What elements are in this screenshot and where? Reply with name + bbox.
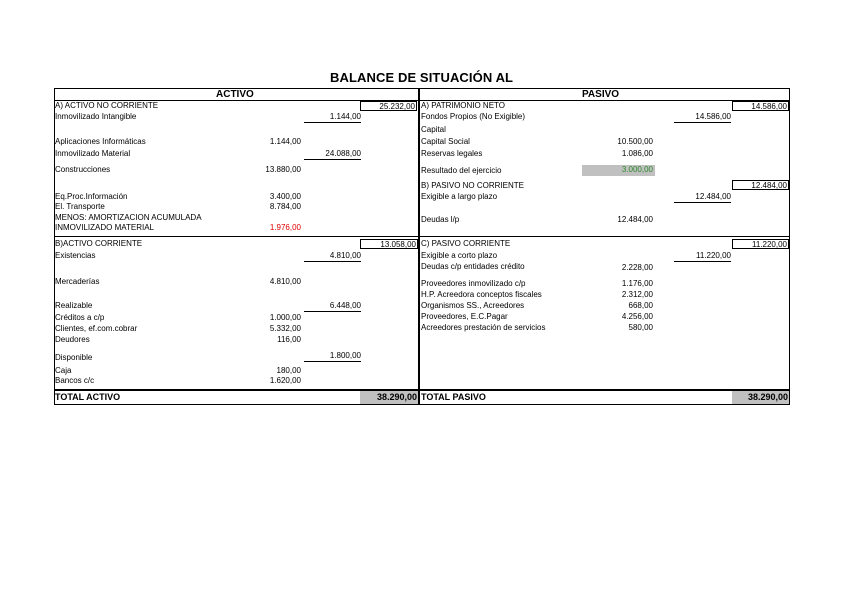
proveedores-inmov-value: 1.176,00 — [621, 279, 653, 288]
capital-label: Capital — [421, 125, 446, 134]
pasivo-corriente-label: C) PASIVO CORRIENTE — [421, 239, 511, 248]
eq-proc-value: 3.400,00 — [269, 192, 301, 201]
caja-label: Caja — [55, 366, 72, 375]
deudas-cp-label: Deudas c/p entidades crédito — [421, 262, 525, 271]
caja-value: 180,00 — [276, 366, 301, 375]
deudas-cp-value: 2.228,00 — [621, 263, 653, 272]
mercaderias-value: 4.810,00 — [269, 277, 301, 286]
capital-social-value: 10.500,00 — [617, 137, 653, 146]
inmovilizado-material-amort-label: INMOVILIZADO MATERIAL — [55, 223, 154, 232]
inmovilizado-intangible-subtotal: 1.144,00 — [304, 112, 361, 123]
amortizacion-value: 1.976,00 — [269, 223, 301, 232]
deudores-label: Deudores — [55, 335, 90, 344]
acreedores-label: Acreedores prestación de servicios — [421, 323, 546, 332]
activo-corriente-label: B)ACTIVO CORRIENTE — [55, 239, 143, 248]
activo-corriente-divider — [54, 236, 419, 237]
realizable-subtotal: 6.448,00 — [304, 301, 361, 312]
clientes-value: 5.332,00 — [269, 324, 301, 333]
fondos-propios-label: Fondos Propios (No Exigible) — [421, 112, 526, 121]
sheet-title: BALANCE DE SITUACIÓN AL — [330, 70, 514, 85]
total-pasivo-value: 38.290,00 — [732, 391, 789, 404]
total-activo-value: 38.290,00 — [360, 391, 418, 404]
pasivo-corriente-total: 11.220,00 — [732, 239, 789, 249]
activo-no-corriente-total: 25.232,00 — [360, 101, 417, 111]
deudores-value: 116,00 — [277, 335, 301, 344]
clientes-label: Clientes, ef.com.cobrar — [55, 324, 138, 333]
proveedores-value: 4.256,00 — [621, 312, 653, 321]
eq-proc-label: Eq.Proc.Información — [55, 192, 128, 201]
reservas-label: Reservas legales — [421, 149, 483, 158]
pasivo-no-corriente-label: B) PASIVO NO CORRIENTE — [421, 181, 524, 190]
activo-corriente-total: 13.058,00 — [360, 239, 418, 249]
organismos-value: 668,00 — [628, 301, 653, 310]
exigible-lp-subtotal: 12.484,00 — [674, 192, 731, 203]
balance-sheet-table — [54, 88, 790, 405]
proveedores-inmov-label: Proveedores inmovilizado c/p — [421, 279, 526, 288]
activo-header: ACTIVO — [216, 89, 254, 100]
resultado-value: 3.000,00 — [582, 165, 655, 176]
exigible-lp-label: Exigible a largo plazo — [421, 192, 498, 201]
organismos-label: Organismos SS., Acreedores — [421, 301, 525, 310]
acreedores-value: 580,00 — [628, 323, 653, 332]
disponible-label: Disponible — [55, 353, 93, 362]
column-divider — [418, 88, 420, 405]
existencias-subtotal: 4.810,00 — [304, 251, 361, 262]
construcciones-label: Construcciones — [55, 165, 111, 174]
construcciones-value: 13.880,00 — [265, 165, 301, 174]
proveedores-label: Proveedores, E.C.Pagar — [421, 312, 508, 321]
reservas-value: 1.086,00 — [621, 149, 653, 158]
menos-amortizacion-label: MENOS: AMORTIZACION ACUMULADA — [55, 213, 202, 222]
deudas-lp-value: 12.484,00 — [617, 215, 653, 224]
creditos-label: Créditos a c/p — [55, 313, 105, 322]
deudas-lp-label: Deudas l/p — [421, 215, 460, 224]
pasivo-corriente-divider — [420, 236, 790, 237]
existencias-label: Existencias — [55, 251, 96, 260]
el-transporte-label: El. Transporte — [55, 202, 105, 211]
total-pasivo-label: TOTAL PASIVO — [421, 392, 486, 402]
aplicaciones-label: Aplicaciones Informáticas — [55, 137, 146, 146]
inmovilizado-intangible-label: Inmovilizado Intangible — [55, 112, 137, 121]
pasivo-header: PASIVO — [582, 89, 620, 100]
activo-no-corriente-label: A) ACTIVO NO CORRIENTE — [55, 101, 159, 110]
disponible-subtotal: 1.800,00 — [304, 351, 361, 362]
patrimonio-neto-label: A) PATRIMONIO NETO — [421, 101, 506, 110]
bancos-value: 1.620,00 — [269, 376, 301, 385]
hp-acreedora-label: H.P. Acreedora conceptos fiscales — [421, 290, 542, 299]
mercaderias-label: Mercaderías — [55, 277, 100, 286]
inmovilizado-material-label: Inmovilizado Material — [55, 149, 131, 158]
inmovilizado-material-subtotal: 24.088,00 — [304, 149, 361, 160]
total-activo-label: TOTAL ACTIVO — [55, 392, 121, 402]
hp-acreedora-value: 2.312,00 — [621, 290, 653, 299]
el-transporte-value: 8.784,00 — [269, 202, 301, 211]
bancos-label: Bancos c/c — [55, 376, 95, 385]
exigible-cp-subtotal: 11.220,00 — [674, 251, 731, 262]
pasivo-no-corriente-total: 12.484,00 — [732, 180, 789, 190]
fondos-propios-subtotal: 14.586,00 — [674, 112, 731, 123]
creditos-value: 1.000,00 — [269, 313, 301, 322]
realizable-label: Realizable — [55, 301, 93, 310]
patrimonio-neto-total: 14.586,00 — [732, 101, 789, 111]
capital-social-label: Capital Social — [421, 137, 470, 146]
resultado-label: Resultado del ejercicio — [421, 166, 502, 175]
exigible-cp-label: Exigible a corto plazo — [421, 251, 498, 260]
aplicaciones-value: 1.144,00 — [269, 137, 301, 146]
